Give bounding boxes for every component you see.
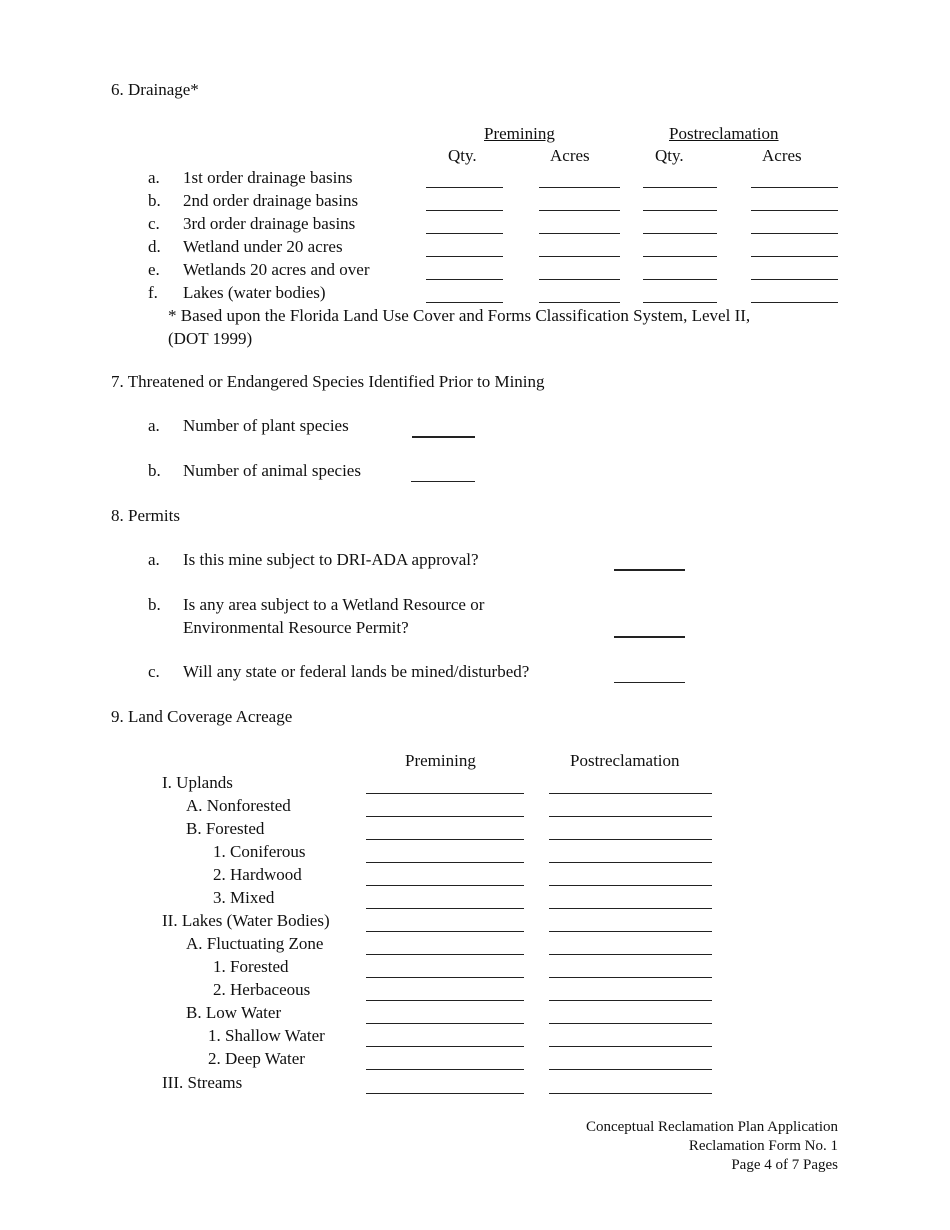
state-federal-letter: c. <box>148 662 160 681</box>
section-9-title: 9. Land Coverage Acreage <box>111 707 293 726</box>
footer-form-number: Reclamation Form No. 1 <box>688 1138 838 1154</box>
land-row-label: 1. Forested <box>213 957 289 976</box>
land-row-label: 3. Mixed <box>213 888 275 907</box>
land-premining-field[interactable] <box>366 908 524 909</box>
footer-application-title: Conceptual Reclamation Plan Application <box>585 1119 838 1135</box>
land-premining-field[interactable] <box>366 1046 524 1047</box>
land-postreclamation-field[interactable] <box>549 1023 712 1024</box>
row-letter: f. <box>148 283 158 302</box>
wetland-permit-question-cont: Environmental Resource Permit? <box>183 618 409 637</box>
land-postreclamation-field[interactable] <box>549 816 712 817</box>
land-postreclamation-field[interactable] <box>549 954 712 955</box>
postreclamation-group-header: Postreclamation <box>669 124 779 143</box>
premining-acres-field[interactable] <box>539 279 620 280</box>
row-letter: d. <box>148 237 161 256</box>
postreclamation-qty-field[interactable] <box>643 279 717 280</box>
premining-qty-field[interactable] <box>426 233 503 234</box>
land-row-label: 1. Coniferous <box>213 842 306 861</box>
land-row-label: 2. Hardwood <box>213 865 302 884</box>
land-row-label: III. Streams <box>162 1073 243 1092</box>
plant-species-letter: a. <box>148 416 160 435</box>
premining-qty-header: Qty. <box>448 146 477 165</box>
land-postreclamation-field[interactable] <box>549 793 712 794</box>
footer-page-number: Page 4 of 7 Pages <box>731 1157 838 1173</box>
postreclamation-qty-header: Qty. <box>655 146 684 165</box>
section-7-title: 7. Threatened or Endangered Species Identified Prior to Mining <box>111 372 545 391</box>
row-label: Wetland under 20 acres <box>183 237 343 256</box>
dri-ada-letter: a. <box>148 550 160 569</box>
land-row-label: I. Uplands <box>162 773 233 792</box>
land-row-label: A. Fluctuating Zone <box>186 934 324 953</box>
postreclamation-acres-field[interactable] <box>751 210 838 211</box>
row-letter: b. <box>148 191 161 210</box>
postreclamation-acres-field[interactable] <box>751 187 838 188</box>
land-row-label: B. Forested <box>186 819 265 838</box>
state-federal-answer-field[interactable] <box>614 682 685 683</box>
land-postreclamation-field[interactable] <box>549 885 712 886</box>
premining-qty-field[interactable] <box>426 256 503 257</box>
postreclamation-acres-field[interactable] <box>751 256 838 257</box>
premining-group-header: Premining <box>484 124 555 143</box>
page-footer <box>586 1118 838 1175</box>
wetland-permit-answer-field[interactable] <box>614 636 685 638</box>
drainage-footnote-cont: (DOT 1999) <box>168 329 253 348</box>
premining-qty-field[interactable] <box>426 187 503 188</box>
premining-acres-field[interactable] <box>539 302 620 303</box>
land-postreclamation-field[interactable] <box>549 1093 712 1094</box>
animal-species-label: Number of animal species <box>183 461 361 480</box>
land-row-label: 2. Herbaceous <box>213 980 311 999</box>
land-premining-field[interactable] <box>366 793 524 794</box>
animal-species-letter: b. <box>148 461 161 480</box>
row-label: Lakes (water bodies) <box>183 283 326 302</box>
premining-qty-field[interactable] <box>426 210 503 211</box>
land-premining-field[interactable] <box>366 1000 524 1001</box>
land-premining-field[interactable] <box>366 862 524 863</box>
wetland-permit-letter: b. <box>148 595 161 614</box>
row-letter: e. <box>148 260 160 279</box>
land-postreclamation-field[interactable] <box>549 1000 712 1001</box>
postreclamation-qty-field[interactable] <box>643 256 717 257</box>
premining-acres-field[interactable] <box>539 187 620 188</box>
row-letter: a. <box>148 168 160 187</box>
land-postreclamation-header: Postreclamation <box>570 751 680 770</box>
land-postreclamation-field[interactable] <box>549 1046 712 1047</box>
wetland-permit-question: Is any area subject to a Wetland Resource or <box>183 595 485 614</box>
row-label: 3rd order drainage basins <box>183 214 356 233</box>
land-premining-field[interactable] <box>366 885 524 886</box>
dri-ada-answer-field[interactable] <box>614 569 685 571</box>
postreclamation-acres-header: Acres <box>762 146 802 165</box>
land-postreclamation-field[interactable] <box>549 1069 712 1070</box>
postreclamation-qty-field[interactable] <box>643 210 717 211</box>
premining-acres-field[interactable] <box>539 210 620 211</box>
land-row-label: 2. Deep Water <box>208 1049 305 1068</box>
animal-species-field[interactable] <box>411 481 475 482</box>
section-8-title: 8. Permits <box>111 506 180 525</box>
land-premining-field[interactable] <box>366 977 524 978</box>
state-federal-question: Will any state or federal lands be mined/disturbed? <box>183 662 530 681</box>
plant-species-label: Number of plant species <box>183 416 349 435</box>
land-premining-field[interactable] <box>366 816 524 817</box>
land-postreclamation-field[interactable] <box>549 908 712 909</box>
row-label: 1st order drainage basins <box>183 168 353 187</box>
land-premining-field[interactable] <box>366 954 524 955</box>
land-row-label: B. Low Water <box>186 1003 282 1022</box>
plant-species-field[interactable] <box>412 436 475 438</box>
postreclamation-qty-field[interactable] <box>643 302 717 303</box>
land-row-label: 1. Shallow Water <box>208 1026 325 1045</box>
row-label: Wetlands 20 acres and over <box>183 260 370 279</box>
land-row-label: II. Lakes (Water Bodies) <box>162 911 330 930</box>
land-premining-field[interactable] <box>366 1023 524 1024</box>
land-postreclamation-field[interactable] <box>549 862 712 863</box>
land-premining-field[interactable] <box>366 839 524 840</box>
land-premining-header: Premining <box>405 751 476 770</box>
postreclamation-qty-field[interactable] <box>643 187 717 188</box>
postreclamation-acres-field[interactable] <box>751 233 838 234</box>
premining-qty-field[interactable] <box>426 279 503 280</box>
drainage-footnote: * Based upon the Florida Land Use Cover and Forms Classification System, Level II, <box>168 306 751 325</box>
land-premining-field[interactable] <box>366 1093 524 1094</box>
postreclamation-acres-field[interactable] <box>751 279 838 280</box>
land-row-label: A. Nonforested <box>186 796 291 815</box>
premining-acres-header: Acres <box>550 146 590 165</box>
section-6-title: 6. Drainage* <box>111 80 199 99</box>
row-label: 2nd order drainage basins <box>183 191 359 210</box>
premining-acres-field[interactable] <box>539 233 620 234</box>
land-postreclamation-field[interactable] <box>549 977 712 978</box>
land-postreclamation-field[interactable] <box>549 931 712 932</box>
postreclamation-acres-field[interactable] <box>751 302 838 303</box>
land-premining-field[interactable] <box>366 931 524 932</box>
land-premining-field[interactable] <box>366 1069 524 1070</box>
premining-acres-field[interactable] <box>539 256 620 257</box>
land-postreclamation-field[interactable] <box>549 839 712 840</box>
dri-ada-question: Is this mine subject to DRI-ADA approval? <box>183 550 479 569</box>
premining-qty-field[interactable] <box>426 302 503 303</box>
postreclamation-qty-field[interactable] <box>643 233 717 234</box>
row-letter: c. <box>148 214 160 233</box>
